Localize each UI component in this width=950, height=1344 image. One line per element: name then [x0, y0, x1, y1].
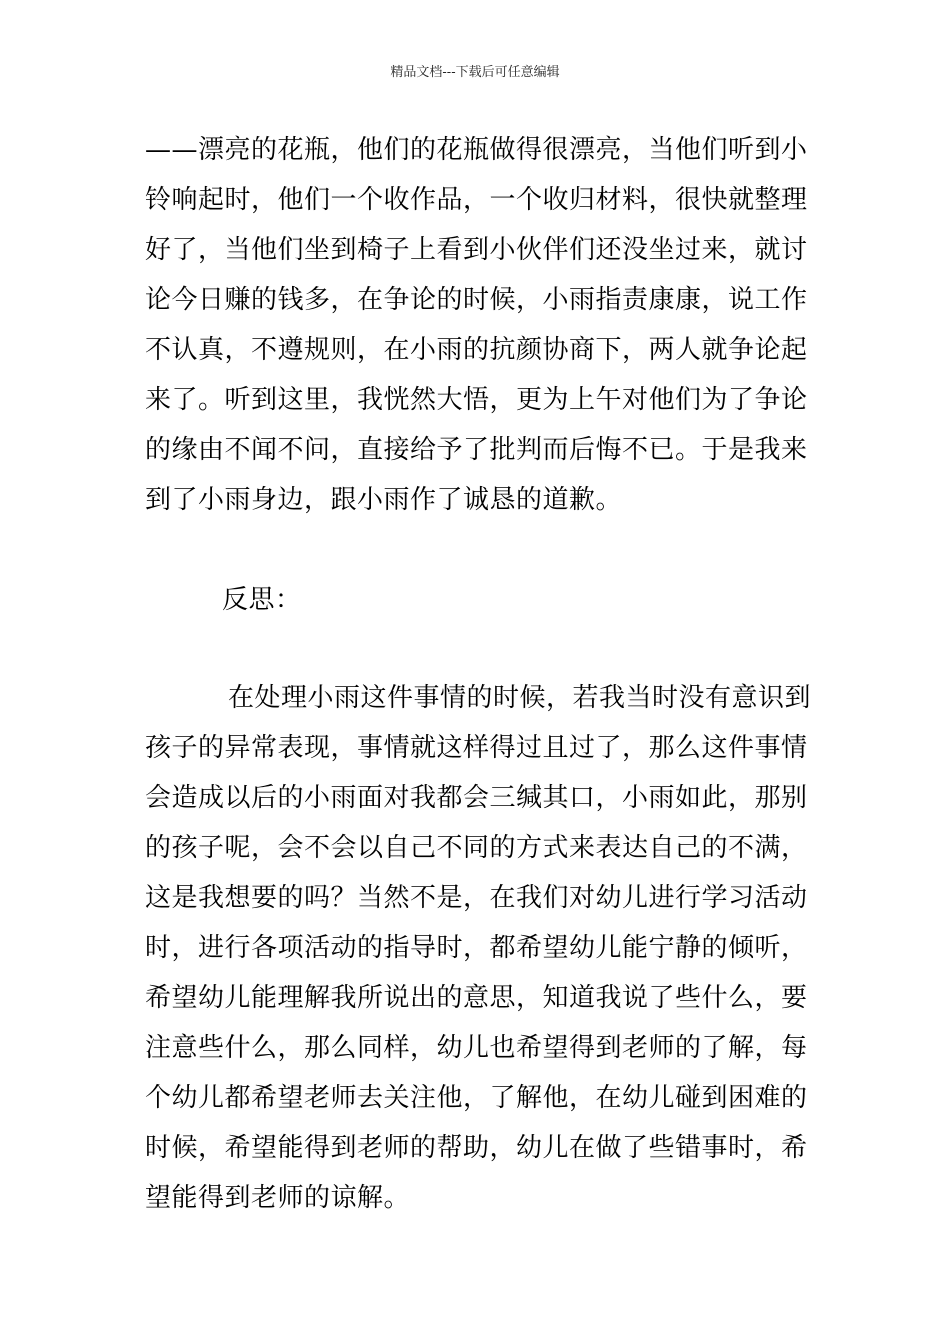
text-line: 来了。听到这里，我恍然大悟，更为上午对他们为了争论 — [145, 385, 808, 415]
text-line: 望能得到老师的谅解。 — [145, 1183, 411, 1213]
text-line: 这是我想要的吗？当然不是，在我们对幼儿进行学习活动 — [145, 883, 808, 913]
text-line: 时候，希望能得到老师的帮助，幼儿在做了些错事时，希 — [145, 1133, 808, 1163]
text-line: 注意些什么，那么同样，幼儿也希望得到老师的了解，每 — [145, 1033, 808, 1063]
text-line: 不认真，不遵规则，在小雨的抗颜协商下，两人就争论起 — [145, 335, 808, 365]
text-line: 铃响起时，他们一个收作品，一个收归材料，很快就整理 — [145, 185, 808, 215]
section-heading: 反思： — [222, 585, 302, 615]
text-line: 时，进行各项活动的指导时，都希望幼儿能宁静的倾听， — [145, 933, 808, 963]
text-line: 好了，当他们坐到椅子上看到小伙伴们还没坐过来，就讨 — [145, 235, 808, 265]
text-line: 的孩子呢，会不会以自己不同的方式来表达自己的不满， — [145, 833, 808, 863]
text-line: 个幼儿都希望老师去关注他，了解他，在幼儿碰到困难的 — [145, 1083, 808, 1113]
page-header: 精品文档---下载后可任意编辑 — [390, 65, 560, 80]
text-line: 到了小雨身边，跟小雨作了诚恳的道歉。 — [145, 485, 623, 515]
text-line: 孩子的异常表现，事情就这样得过且过了，那么这件事情 — [145, 733, 808, 763]
text-line: 希望幼儿能理解我所说出的意思，知道我说了些什么，要 — [145, 983, 808, 1013]
text-line: 的缘由不闻不问，直接给予了批判而后悔不已。于是我来 — [145, 435, 808, 465]
text-line: 会造成以后的小雨面对我都会三缄其口，小雨如此，那别 — [145, 783, 808, 813]
text-line: 论今日赚的钱多，在争论的时候，小雨指责康康，说工作 — [145, 285, 808, 315]
text-line: 在处理小雨这件事情的时候，若我当时没有意识到 — [228, 683, 812, 713]
text-line: ——漂亮的花瓶，他们的花瓶做得很漂亮，当他们听到小 — [145, 135, 808, 165]
